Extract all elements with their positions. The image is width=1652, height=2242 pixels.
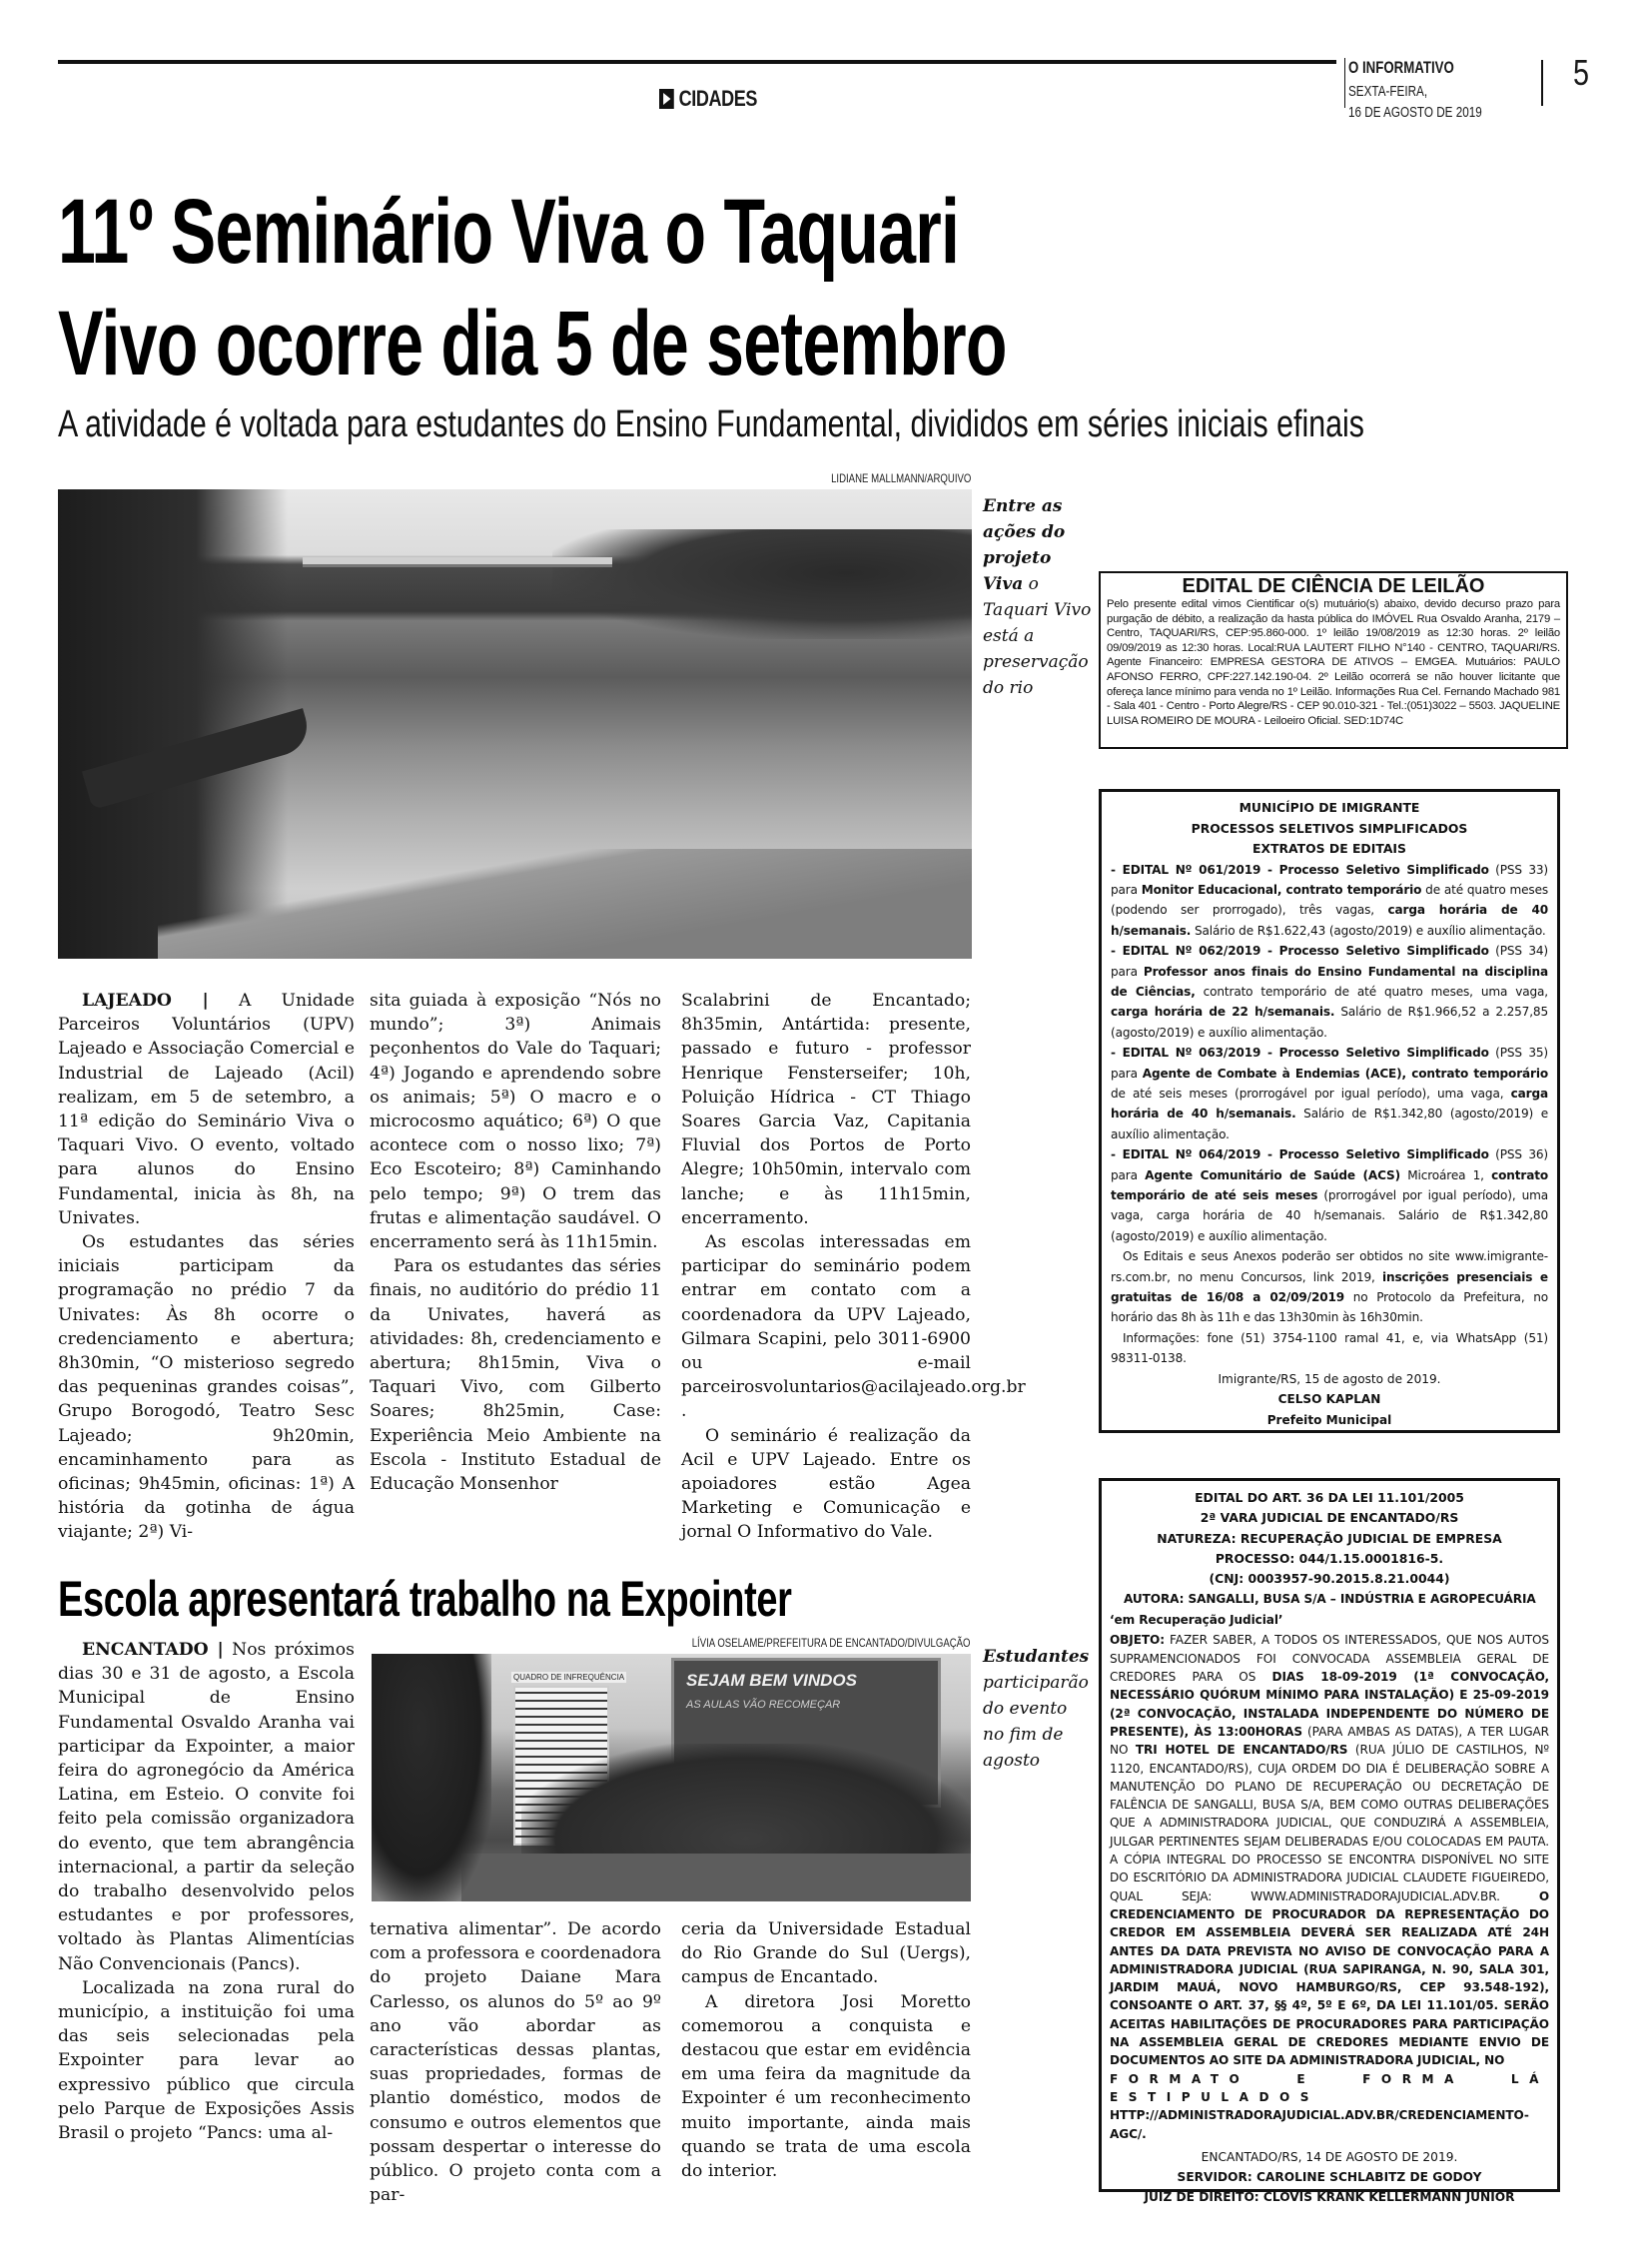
river-photo [58,489,972,959]
paragraph-text: A Unidade Parceiros Voluntários (UPV) Lajeado e Associação Comercial e Industrial de Lajeado (Acil) realizam, em 5 de setembro, a 11ª edição do Seminário Viva o Taquari Vivo. O evento, voltado para alunos do Ensino Fundamental, inicia às 8h, na Univates. [58,991,355,1228]
article-paragraph: Os estudantes das séries iniciais participam da programação no prédio 7 da Univates: Às 8h ocorre o credenciamento e abertura; 8h30min, “O misterioso segredo das pequeninas grandes coisas”, Grupo Borogodó, Teatro Sesc Lajeado; 9h20min, encaminhamento para as oficinas; 9h45min, oficinas: 1ª) A história da gotinha de água viajante; 2ª) Vi- [58,1232,355,1543]
article-paragraph: ternativa alimentar”. De acordo com a professora e coordenadora do projeto Daiane Mara Carlesso, os alunos do 5º ao 9º ano vão abordar as características dessas plantas, suas propriedades, formas de plantio doméstico, modos de consumo e outros elementos que possam despertar o interesse do público. O projeto conta com a par- [370,1919,661,2206]
objeto-label: OBJETO: [1110,1633,1165,1648]
article-paragraph: sita guiada à exposição “Nós no mundo”; 3ª) Animais peçonhentos do Vale do Taquari; 4ª) Jogando e aprendendo sobre os animais; 5ª) O macro e o microcosmo aquático; 6ª) O que acontece com o nosso lixo; 7ª) Eco Escoteiro; 8ª) Caminhando pelo tempo; 9ª) O trem das frutas e alimentação saudável. O encerramento será às 11h15min. [370,991,661,1253]
photo-riverbank [158,849,972,959]
edital-id: - EDITAL Nº 064/2019 - Processo Seletivo Simplificado [1111,1147,1489,1162]
edital-hours: carga horária de 40 h/semanais. [1111,903,1548,938]
second-column-1 [58,1638,355,2145]
encantado-notice [1099,1478,1560,2205]
students-photo [372,1654,971,1901]
notice-signature [1111,1369,1548,1431]
signer-name: CELSO KAPLAN [1277,1392,1381,1407]
notice-formato: FORMATO E FORMA LÁ ESTIPULADOS [1110,2071,1549,2104]
edital-role: Agente de Combate à Endemias (ACE), contrato temporário [1142,1066,1548,1081]
article-paragraph: A diretora Josi Moretto comemorou a conquista e destacou que estar em evidência em uma feira da magnitude da Expointer é um reconhecimento muito importante, ainda mais quando se trata de uma escola do interior. [681,1991,971,2182]
notice-header-line: EXTRATOS DE EDITAIS [1252,841,1406,856]
edital-id: - EDITAL Nº 063/2019 - Processo Seletivo Simplificado [1111,1046,1489,1061]
paper-name: O INFORMATIVO [1348,58,1454,77]
info-text: Os Editais e seus Anexos poderão ser obtidos no site www.imigrante-rs.com.br, no menu Concursos, link 2019, [1111,1249,1548,1284]
notice-objeto [1110,1631,1549,2069]
notice-header-line: NATUREZA: RECUPERAÇÃO JUDICIAL DE EMPRESA [1157,1530,1502,1546]
second-column-3 [681,1917,971,2183]
main-deck: A atividade é voltada para estudantes do Ensino Fundamental, divididos em séries iniciais efinais [58,403,1364,445]
autora-text: AUTORA: SANGALLI, BUSA S/A – INDÚSTRIA E AGROPECUÁRIA [1124,1592,1536,1607]
caption-bold: Entre as ações do projeto Viva [983,496,1066,594]
section-label [659,86,757,112]
edital-pss: (PSS 33) para [1111,862,1549,897]
photo-trees [552,529,972,639]
page-number: 5 [1573,52,1590,93]
issue-weekday: SEXTA-FEIRA, [1348,83,1428,100]
edital-salary: Salário de R$1.342,80 (agosto/2019) e auxílio alimentação. [1111,1107,1548,1141]
article-column-2 [370,989,661,1496]
photo-credit-2: LÍVIA OSELAME/PREFEITURA DE ENCANTADO/DIVULGAÇÃO [692,1636,971,1650]
article-paragraph: O seminário é realização da Acil e UPV Lajeado. Entre os apoiadores estão Agea Marketing e Comunicação e jornal O Informativo do Vale. [681,1425,971,1543]
notice-header-line: (CNJ: 0003957-90.2015.8.21.0044) [1209,1571,1450,1587]
edital-text: de até seis meses (prorrogável por igual período), uma vaga, [1111,1086,1511,1101]
edital-text: de até quatro meses (podendo ser prorrogado), três vagas, [1111,882,1549,918]
place-date: Imigrante/RS, 15 de agosto de 2019. [1218,1371,1441,1386]
dateline: ENCANTADO | [82,1640,224,1660]
auction-notice [1099,571,1568,749]
notice-info [1111,1246,1548,1328]
edital-id: - EDITAL Nº 062/2019 - Processo Seletivo Simplificado [1111,944,1489,959]
imigrante-notice [1099,789,1560,1433]
article-column-1 [58,989,355,1545]
autora-subtitle: ‘em Recuperação Judicial’ [1110,1613,1283,1628]
objeto-credenciamento: O CREDENCIAMENTO DE PROCURADOR DA REPRESENTAÇÃO DO CREDOR EM ASSEMBLEIA DEVERÁ SER REALIZADA ATÉ 24H ANTES DA DATA PREVISTA NO AVISO DE CONVOCAÇÃO PARA A ADMINISTRADORA JUDICIAL (RUA SAPIRANGA, N. 90, SALA 301, JARDIM MAUÁ, NOVO HAMBURGO/RS, CEP 93.548-192), CONSOANTE O ART. 37, §§ 4º, 5º E 6º, DA LEI 11.101/05. SERÃO ACEITAS HABILITAÇÕES DE PROCURADORES PARA PARTICIPAÇÃO NA ASSEMBLEIA GERAL DE CREDORES MEDIANTE ENVIO DE DOCUMENTOS AO SITE DA ADMINISTRADORA JUDICIAL, NO [1110,1888,1549,2068]
edital-item [1111,941,1548,1043]
photo-caption-2 [983,1644,1093,1774]
caption-text: o Taquari Vivo está a preservação do rio [983,574,1092,698]
issue-date: 16 DE AGOSTO DE 2019 [1348,104,1482,121]
article-paragraph [58,1638,355,1976]
notice-header-line: 2ª VARA JUDICIAL DE ENCANTADO/RS [1200,1510,1459,1526]
objeto-dates: DIAS 18-09-2019 (1ª CONVOCAÇÃO, NECESSÁRIO QUÓRUM MÍNIMO PARA INSTALAÇÃO) E 25-09-2019 (2ª CONVOCAÇÃO, INSTALADA INDEPENDENTE DO NÚMERO DE PRESENTE), ÀS 13:00HORAS [1110,1670,1549,1739]
auction-notice-body: Pelo presente edital vimos Cientificar o(s) mutuário(s) abaixo, devido decurso prazo para purgação de débito, a realização da hasta pública do IMÓVEL Rua Osvaldo Aranha, 2179 – Centro, TAQUARI/RS, CEP:95.860-000. 1º leilão 19/08/2019 as 12:30 horas. 2º leilão 09/09/2019 as 12:30 horas. Local:RUA LAUTERT FILHO N°140 - CENTRO, TAQUARI/RS. Agente Financeiro: EMPRESA GESTORA DE ATIVOS – EMGEA. Mutuários: PAULO AFONSO FERRO, CPF:227.142.190-04. 2º Leilão ocorrerá se não houver licitante que ofereça lance mínimo para venda no 1º Leilão. Informações Rua Cel. Fernando Machado 981 - Sala 401 - Centro - Porto Alegre/RS - CEP 90.010-321 - Tel.:(051)3022 – 5503. JAQUELINE LUISA ROMEIRO DE MOURA - Leiloeiro Oficial. SED:1D74C [1107,598,1560,727]
notice-servidor: SERVIDOR: CAROLINE SCHLABITZ DE GODOY [1177,2170,1482,2185]
masthead-divider [1344,58,1345,108]
board-title: SEJAM BEM VINDOS [686,1671,857,1690]
article-paragraph: As escolas interessadas em participar do seminário podem entrar em contato com a coordenadora da UPV Lajeado, Gilmara Scapini, pelo 3011-6900 ou e-mail parceirosvoluntarios@acilajeado.org.br . [681,1232,1026,1422]
article-paragraph: ceria da Universidade Estadual do Rio Grande do Sul (Uergs), campus de Encantado. [681,1919,971,1988]
paragraph-text: Nos próximos dias 30 e 31 de agosto, a Escola Municipal de Ensino Fundamental Osvaldo Aranha vai participar da Expointer, a maior feira do agronegócio da América Latina, em Esteio. O convite foi feito pela comissão organizadora do evento, que tem abrangência internacional, a partir da seleção do trabalho desenvolvido pelos estudantes e por professores, voltado às Plantas Alimentícias Não Convencionais (Pancs). [58,1640,355,1974]
auction-notice-title: EDITAL DE CIÊNCIA DE LEILÃO [1182,575,1485,597]
notice-header-line: PROCESSO: 044/1.15.0001816-5. [1215,1550,1444,1566]
objeto-venue: TRI HOTEL DE ENCANTADO/RS [1135,1743,1348,1758]
notice-url: HTTP://ADMINISTRADORAJUDICIAL.ADV.BR/CREDENCIAMENTO-AGC/. [1110,2108,1529,2141]
notice-place-date: ENCANTADO/RS, 14 DE AGOSTO DE 2019. [1201,2149,1458,2164]
objeto-text: (RUA JÚLIO DE CASTILHOS, Nº 1120, ENCANTADO/RS), CUJA ORDEM DO DIA É DELIBERAÇÃO SOBRE A MANUTENÇÃO DO PLANO DE RECUPERAÇÃO OU DECRETAÇÃO DE FALÊNCIA DE SANGALLI, BUSA S/A, BEM COMO OUTRAS DELIBERAÇÕES QUE A ADMINISTRADORA JUDICIAL, QUE CONDUZIRÁ A ASSEMBLEIA, JULGAR PERTINENTES SEJAM DELIBERADAS E/OU COLOCADAS EM PAUTA. A CÓPIA INTEGRAL DO PROCESSO SE ENCONTRA DISPONÍVEL NO SITE DO ESCRITÓRIO DA ADMINISTRADORA JUDICIAL CLAUDETE FIGUEIREDO, QUAL SEJA: WWW.ADMINISTRADORAJUDICIAL.ADV.BR. [1110,1743,1549,1903]
article-paragraph: Scalabrini de Encantado; 8h35min, Antártida: presente, passado e futuro - professor Henrique Fensterseifer; 10h, Poluição Hídrica - CT Thiago Soares Garcia Vaz, Capitania Fluvial dos Portos de Porto Alegre; 10h50min, intervalo com lanche; e às 11h15min, encerramento. [681,991,971,1228]
signer-role: Prefeito Municipal [1266,1412,1392,1427]
notice-juiz: JUIZ DE DIREITO: CLÓVIS KRANK KELLERMANN JUNIOR [1144,2190,1515,2205]
notice-header-line: EDITAL DO ART. 36 DA LEI 11.101/2005 [1195,1490,1464,1505]
photo-caption [983,493,1093,701]
article-column-3 [681,989,1026,1545]
edital-role: Agente Comunitário de Saúde (ACS) [1145,1167,1400,1182]
article-paragraph: Localizada na zona rural do município, a instituição foi uma das seis selecionadas pela Expointer para levar ao expressivo público que circula pelo Parque de Exposições Assis Brasil o projeto “Pancs: uma al- [58,1977,355,2144]
main-headline [58,176,1388,399]
section-arrow-icon [659,89,674,109]
notice-autora-sub [1110,1609,1549,1631]
edital-salary: Salário de R$1.622,43 (agosto/2019) e auxílio alimentação. [1191,923,1546,938]
second-column-2 [370,1917,661,2207]
edital-pss: (PSS 36) para [1111,1147,1549,1182]
caption-bold: Estudantes [983,1647,1090,1667]
caption-text: participarão do evento no fim de agosto [983,1673,1089,1771]
photo-table [461,1854,971,1901]
edital-id: - EDITAL Nº 061/2019 - Processo Seletivo Simplificado [1111,862,1489,877]
header-rule [58,60,1336,64]
dateline: LAJEADO | [82,991,209,1011]
edital-salary: (prorrogável por igual período), uma vaga, carga horária de 40 h/semanais. Salário de R$1.342,80 (agosto/2019) e auxílio alimentação. [1111,1188,1548,1243]
article-paragraph: Para os estudantes das séries finais, no auditório do prédio 11 da Univates, haverá as atividades: 8h, credenciamento e abertura; 8h15min, Viva o Taquari Vivo, com Gilberto Soares; 8h25min, Case: Experiência Meio Ambiente na Escola - Instituto Estadual de Educação Monsenhor [370,1256,661,1495]
edital-role: Professor anos finais do Ensino Fundamental na disciplina de Ciências, [1111,964,1548,999]
objeto-text: FAZER SABER, A TODOS OS INTERESSADOS, QUE NOS AUTOS SUPRAMENCIONADOS FOI CONVOCADA ASSEMBLEIA GERAL DE CREDORES PARA OS [1110,1633,1549,1685]
objeto-text: (PARA AMBAS AS DATAS), A TER LUGAR NO [1110,1724,1549,1758]
edital-pss: (PSS 35) para [1111,1046,1549,1081]
info-dates: inscrições presenciais e gratuitas de 16/08 a 02/09/2019 [1111,1269,1548,1305]
edital-item [1111,860,1548,942]
headline-line-2: Vivo ocorre dia 5 de setembro [58,293,1007,394]
notice-header-line: MUNICÍPIO DE IMIGRANTE [1239,800,1420,815]
edital-text: Microárea 1, [1399,1167,1492,1182]
second-headline: Escola apresentará trabalho na Expointer [58,1571,792,1627]
edital-hours: carga horária de 22 h/semanais. [1111,1005,1335,1020]
edital-hours: carga horária de 40 h/semanais. [1111,1086,1548,1121]
notice-header-line: PROCESSOS SELETIVOS SIMPLIFICADOS [1191,820,1468,836]
edital-salary: Salário de R$1.966,52 a 2.257,85 (agosto/2019) e auxílio alimentação. [1111,1005,1548,1040]
edital-role: Monitor Educacional, contrato temporário [1141,882,1422,897]
chart-title: QUADRO DE INFREQUÊNCIA [513,1673,625,1682]
photo-teacher [372,1654,491,1901]
info-text: no Protocolo da Prefeitura, no horário das 8h às 11h e das 13h30min às 16h30min. [1111,1290,1548,1325]
notice-autora [1110,1589,1549,1609]
photo-bridge [303,557,612,567]
board-subtitle: AS AULAS VÃO RECOMEÇAR [686,1699,841,1711]
article-paragraph [58,989,355,1230]
edital-pss: (PSS 34) para [1111,944,1549,979]
edital-item [1111,1144,1548,1246]
masthead [1348,58,1520,120]
photo-credit: LIDIANE MALLMANN/ARQUIVO [830,471,971,485]
edital-text: contrato temporário de até quatro meses, uma vaga, [1195,984,1549,999]
headline-line-1: 11º Seminário Viva o Taquari [58,181,960,283]
edital-hours: contrato temporário de até seis meses [1111,1167,1548,1202]
section-name: CIDADES [678,86,758,111]
notice-contact: Informações: fone (51) 3754-1100 ramal 41, e, via WhatsApp (51) 98311-0138. [1111,1330,1548,1366]
page-number-divider [1541,60,1543,106]
edital-item [1111,1043,1548,1144]
